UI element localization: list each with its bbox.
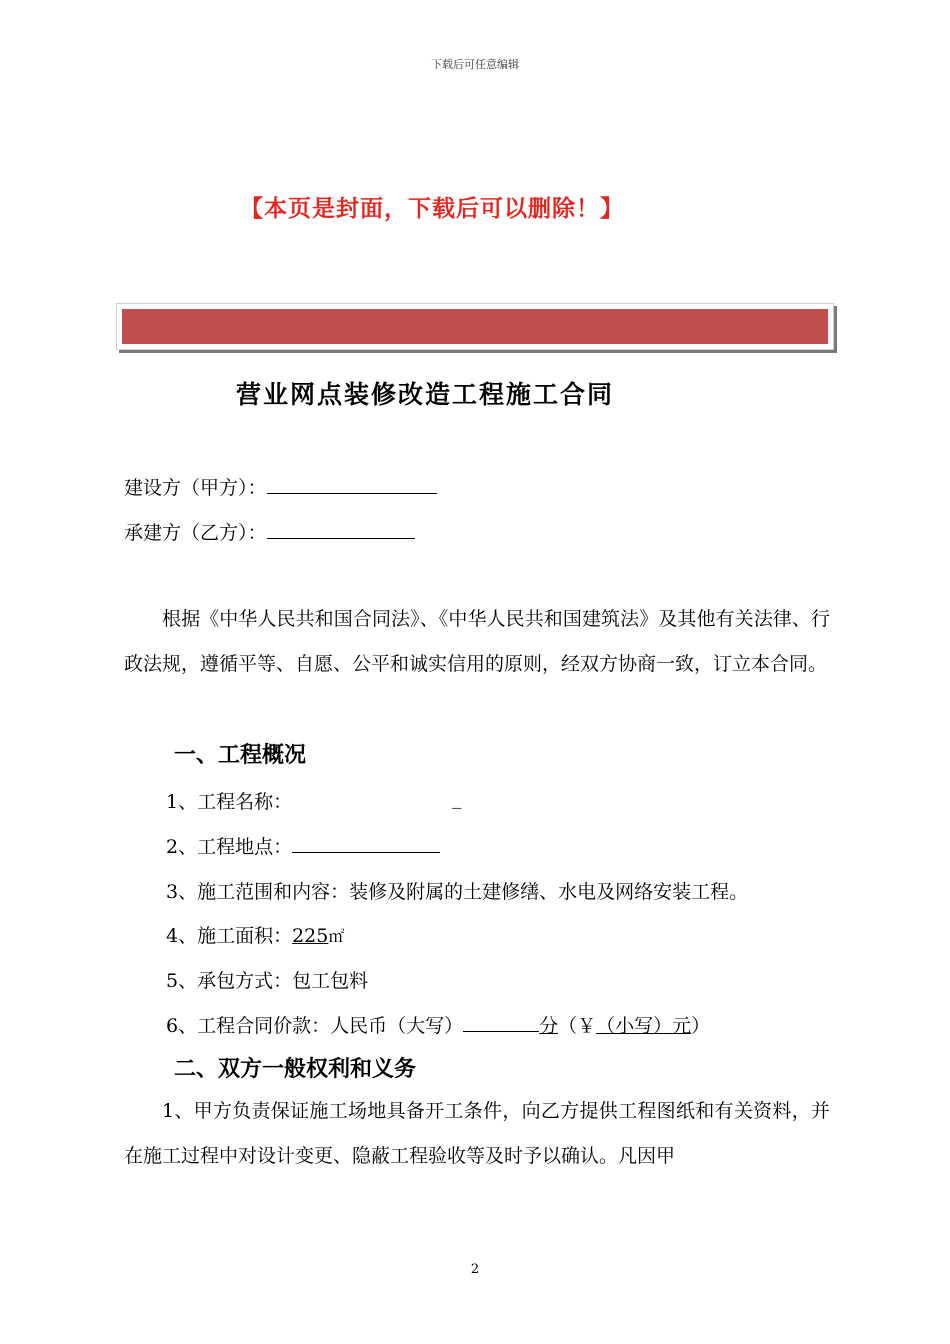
party-a-blank <box>267 473 437 494</box>
item-3: 3、施工范围和内容：装修及附属的土建修缮、水电及网络安装工程。 <box>166 881 749 903</box>
item-2-blank <box>292 832 440 853</box>
item-6 <box>166 1011 710 1038</box>
item-4-label: 4、施工面积： <box>166 925 293 947</box>
item-2-label: 2、工程地点： <box>166 836 293 858</box>
intro-paragraph: 根据《中华人民共和国合同法》、《中华人民共和国建筑法》及其他有关法律、行政法规，遵循平等、自愿、公平和诚实信用的原则，经双方协商一致，订立本合同。 <box>124 608 830 675</box>
item-1 <box>166 787 292 814</box>
section-2-paragraph-1: 1、甲方负责保证施工场地具备开工条件，向乙方提供工程图纸和有关资料，并在施工过程中对设计变更、隐蔽工程验收等及时予以确认。凡因甲 <box>124 1100 830 1167</box>
item-1-blank: _ <box>452 787 462 809</box>
item-4-value: 225 <box>292 925 329 947</box>
party-b-line <box>124 518 415 545</box>
item-4-unit: ㎡ <box>328 927 345 946</box>
title-banner <box>116 303 834 350</box>
item-1-label: 1、工程名称： <box>166 791 293 813</box>
document-title: 营业网点装修改造工程施工合同 <box>236 380 615 409</box>
item-6-unit-fen: 分 <box>539 1015 559 1037</box>
item-6-label: 6、工程合同价款：人民币（大写） <box>166 1015 464 1037</box>
cover-note: 【本页是封面，下载后可以删除！】 <box>240 196 624 222</box>
item-2 <box>166 832 440 859</box>
section-2-heading: 二、双方一般权利和义务 <box>174 1057 417 1082</box>
page-number: 2 <box>470 1262 480 1277</box>
item-4 <box>166 921 344 948</box>
title-banner-fill <box>122 309 828 344</box>
header-note: 下载后可任意编辑 <box>431 58 519 71</box>
item-6-close: ） <box>691 1015 711 1037</box>
item-5: 5、承包方式：包工包料 <box>166 970 369 992</box>
section-1-heading: 一、工程概况 <box>174 743 307 768</box>
item-6-blank-large <box>463 1011 539 1032</box>
party-a-label: 建设方（甲方）： <box>124 477 267 499</box>
item-6-small-open: （￥ <box>558 1015 597 1037</box>
party-a-line <box>124 473 437 500</box>
party-b-label: 承建方（乙方）： <box>124 522 267 544</box>
party-b-blank <box>267 518 415 539</box>
item-6-small-text: （小写） <box>596 1015 673 1037</box>
item-6-yuan: 元 <box>672 1015 692 1037</box>
